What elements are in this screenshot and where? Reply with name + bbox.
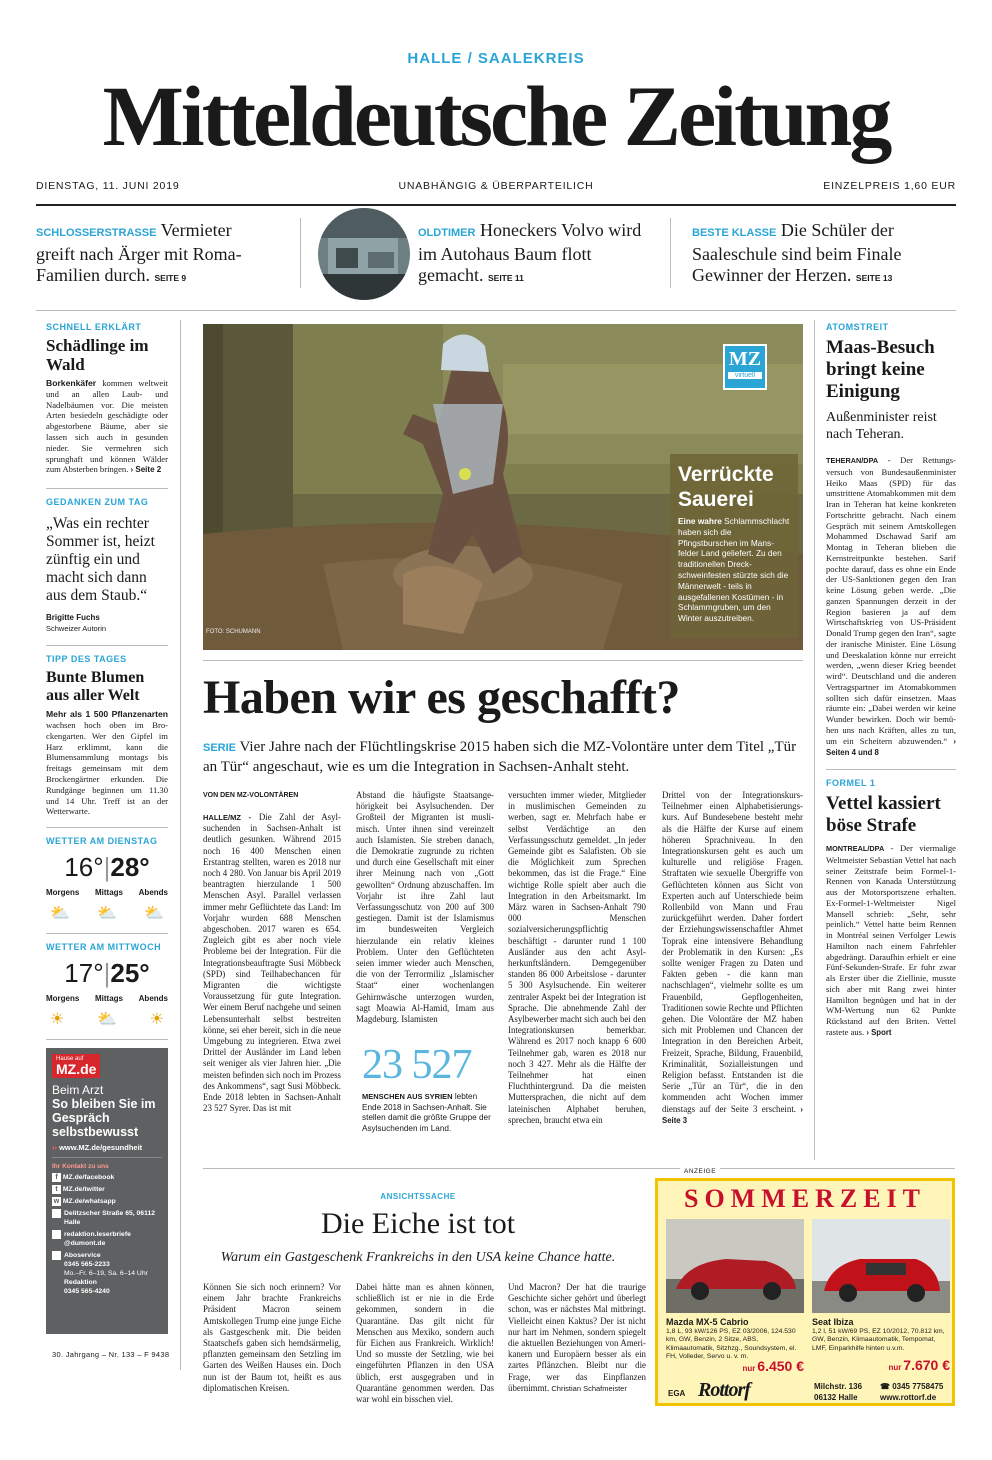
ad-phone-number: 0345 7758475: [892, 1382, 944, 1391]
teaser-2[interactable]: [418, 220, 643, 289]
essay-col-3: [508, 1282, 646, 1394]
f1-ref[interactable]: › Sport: [866, 1027, 892, 1037]
weather-2-noon-label: Mittags: [95, 994, 123, 1004]
ad-car-1-specs: 1,8 L, 93 kW/126 PS, EZ 03/2006, 124.530 km, GW, Benzin, 2 Sitze, ABS, Klimaautomatik, Sitzhzg., Soundsystem, el. FH, Volleder, Servo u. v. m.: [666, 1328, 797, 1360]
f1-text: - Der viermalige Weltmeister Sebastian Vettel hat nach seiner Zeitstrafe beim Formel-1-Rennen von Kanada Unterstützung aus der Motorsportszene erhalten. Ex-Formel-1-Weltmeister Nigel Mansell schrieb: „Sehr, sehr peinlich.“ Vettel hatte beim Rennen in Montréal seinen Verfolger Lewis Hamilton nach einem Fahrfehler abgedrängt. Daraufhin erhielt er eine Fünf-Sekunden-Strafe. Er fuhr zwar als Erster über die Ziellinie, musste sich aber mit Rang zwei hinter Hamilton begnügen und hat in der WM-Wertung nun 62 Punkte Rückstand auf den Briten. Vettel rastete aus.: [826, 843, 956, 1037]
facebook-icon: f: [52, 1173, 61, 1182]
right-column: [826, 322, 956, 1039]
tip-title: Bunte Blumen aus aller Welt: [46, 669, 145, 705]
weather-1-kicker: WETTER AM DIENSTAG: [46, 836, 158, 847]
issue-date: DIENSTAG, 11. JUNI 2019: [36, 180, 180, 192]
advertisement[interactable]: [655, 1178, 955, 1406]
essay-sub: Warum ein Gastgeschenk Frankreichs in den USA keine Chance hatte.: [220, 1250, 616, 1265]
photo-credit: FOTO: SCHUMANN: [206, 629, 261, 635]
main-bottom-rule: [203, 1168, 955, 1169]
promo-url[interactable]: ›› www.MZ.de/gesundheit: [52, 1143, 143, 1153]
main-col-4-ref-label: Seite 3: [662, 1115, 688, 1125]
ad-car-1-price: 6.450 €: [757, 1358, 804, 1375]
teaser-divider: [670, 218, 671, 288]
teaser-3-page: SEITE 13: [855, 273, 893, 283]
tip-text: wachsen hoch oben im Brockengarten. Wer den Gipfel im Harz erklimmt, kann die Blumensammlung montags bis freitags gemeinsam mit dem Brockengärtner erkunden. Die Rundgänge beginnen um 11.30 und 14 Uhr. Treff ist an der Wetterwarte.: [46, 719, 168, 817]
teaser-divider: [300, 218, 301, 288]
essay-col-1: Können Sie sich noch erinnern? Vor einem Jahr brachte Frankreichs Präsident Macron seinem Amtskollegen Trump eine junge Eiche als Gastgeschenk mit. Die beiden Staatschefs gaben sich hemdsärmelig, pflanzten gemeinsam den Setzling im Garten des Weißen Hauses ein. Doch nun ist der Baum tot, heißt es aus diplomatischen Kreisen.: [203, 1282, 341, 1393]
ad-banner-text: SOMMERZEIT: [683, 1184, 927, 1213]
sun-cloud-icon: ⛅: [144, 905, 164, 923]
teaser-2-page: SEITE 11: [487, 273, 524, 283]
main-headline[interactable]: Haben wir es geschafft?: [203, 671, 680, 724]
photo-bottom-rule: [203, 660, 803, 661]
teaser-bottom-rule: [36, 310, 956, 311]
stat-number: 23 527: [362, 1042, 472, 1088]
atom-ref[interactable]: › Seiten 4 und 8: [826, 736, 956, 758]
byline: VON DEN MZ-VOLONTÄREN: [203, 792, 299, 799]
ad-web[interactable]: www.rottorf.de: [880, 1393, 937, 1402]
essay-col-2: Dabei hätte man es ahnen können, schließlich ist er nie in die Erde gekommen, sondern in die Quarantäne. Das gilt nicht für Menschen aus Mexiko, sondern auch für Eichen aus Frankreich. Wirklich! Und so musste der Setzling, wie bei eingeführten Pflanzen in den USA üblich, erst ausgegraben und in Quarantäne genommen werden. Das war wohl ein bisschen viel.: [356, 1282, 494, 1405]
abo-label: Aboservice: [64, 1252, 101, 1260]
contact-twitter[interactable]: [52, 1185, 162, 1194]
weather-1-morning-label: Morgens: [46, 888, 80, 898]
ad-banner: [658, 1181, 952, 1217]
sun-cloud-icon: ⛅: [97, 905, 117, 923]
atom-text: - Der Rettungsversuch von Bundesaußenminister Heiko Maas (SPD) für das umstrittene Atomabkommen mit dem Iran in Teheran hat keine konkreten Fortschritte gebracht. Nach einem Gespräch mit seinem Amtskollegen Mohammed Dschawad Sarif am Montag in Teheran blieben die Kernstreitpunkte bestehen. Sarif pochte darauf, dass es ohne ein Ende der US-Sanktionen gegen den Iran keine Lösung geben werde. „Die ganzen Spannungen derzeit in der Region basieren ja auf dem Wirtschaftskrieg von US-Präsident Donald Trump gegen den Iran“, sagte der iranische Minister. Eine Lösung und Deeskalation könne nur erreicht werden, „wenn dieser Krieg beendet wird“. Deutschland und die anderen Vertragspartner im Atomabkommen sollten sich dafür einsetzen. Maas räumte ein: „Dabei werden wir keine Wunder bewirken. Doch wir bemühen uns nach Kräften, alles zu tun, um ein Scheitern abzuwenden.“: [826, 455, 956, 746]
weather-1-high: 28°: [110, 852, 150, 883]
essay-title[interactable]: Die Eiche ist tot: [320, 1207, 516, 1240]
right-col-divider: [814, 320, 815, 1160]
weather-2-evening-label: Abends: [138, 994, 168, 1004]
thought-author: Brigitte Fuchs: [46, 613, 100, 623]
main-dateline: HALLE/MZ: [203, 813, 241, 822]
main-col-4-ref[interactable]: › Seite 3: [662, 1104, 803, 1125]
promo-url-label: www.MZ.de/gesundheit: [59, 1143, 143, 1153]
ad-brand-logo: Rottorf: [698, 1379, 750, 1401]
twitter-icon: t: [52, 1185, 61, 1194]
atom-ref-label: Seiten 4 und 8: [826, 748, 879, 758]
photo-caption-title: Verrückte Sauerei: [678, 463, 774, 511]
ad-car-2-image: [812, 1219, 950, 1313]
teaser-2-text: Honeckers Volvo wird im Autohaus Baum flott gemacht.: [418, 220, 642, 285]
tip-lead: Mehr als 1 500 Pflanzenarten: [46, 709, 168, 720]
contact-address: [52, 1209, 162, 1227]
explained-lead: Borkenkäfer: [46, 378, 97, 388]
weather-2-kicker: WETTER AM MITTWOCH: [46, 942, 162, 953]
ad-car-2-price: 7.670 €: [903, 1356, 950, 1373]
abo-phone: 0345 565-2233: [64, 1261, 110, 1269]
atom-dateline: TEHERAN/DPA: [826, 456, 879, 465]
main-col-3: versuchten immer wieder, Mitglieder in muslimischen Gemeinden zu werben, sagt er. Mehrfach habe er selbst Verdächtige an den Verfassungsschutz gemeldet. „In jeder Gemeinde gibt es Salafisten. Ob sie die Möglichkeit zum Sprechen bekommen, das ist die Frage.“ Eine wichtige Rolle spielt aber auch die Integration in den Arbeitsmarkt. Im März waren in Sachsen-Anhalt 790 000 Menschen sozialversicherungspflichtig beschäftigt - darunter rund 1 100 Ausländer aus den acht Asylherkunftsländern. Demgegenüber standen 86 000 Arbeitslose - darunter 5 300 Asylsuchende. Ein weiterer zentraler Aspekt bei der Integration ist Sprache. Die abnehmende Zahl der Asylbewerber macht sich auch bei den Integrationskursen bemerkbar. Während es 2017 noch knapp 6 600 Teilnehmer gab, waren es 2018 nur noch 3 427. Mehr als die Hälfte der Teilnehmer hat einen Fluchthintergrund. Da die meisten Muttersprachen, die nicht auf dem lateinischen Alphabet beruhen, sprechen, braucht etwa ein: [508, 790, 646, 1125]
weather-2-low: 17°: [64, 958, 104, 989]
phone-icon: ☎: [880, 1382, 890, 1391]
contact-kicker: Ihr Kontakt zu uns: [52, 1163, 109, 1171]
photo-caption-lead: Eine wahre: [678, 516, 722, 526]
sun-cloud-icon: ⛅: [97, 1011, 117, 1029]
main-subline-text: Vier Jahre nach der Flüchtlingskrise 2015 haben sich die MZ-Volontäre unter dem Titel „Tür an Tür“ angeschaut, wie es um die Integration in Sachsen-Anhalt steht.: [203, 739, 797, 775]
explained-text: kommen weltweit und an allen Laub- und Nadelbäumen vor. Die meisten Arten besiedeln geschädigte oder abgestorbene Bäume, aber sie lassen sich auch in gesunden nieder. Sie vermehren sich sprunghaft und können Wälder zum Absterben bringen.: [46, 378, 168, 475]
weather-2-high: 25°: [110, 958, 150, 989]
ad-car-2-specs: 1,2 l, 51 kW/69 PS, EZ 10/2012, 70.812 km, GW, Benzin, Klimaautomatik, Tempomat, LMF, Einparkhilfe hinten u.v.m.: [812, 1328, 945, 1352]
main-subline: [203, 738, 803, 777]
ad-car-1-image: [666, 1219, 804, 1313]
essay-author: Christian Schafmeister: [551, 1383, 627, 1393]
photo-caption-box: [670, 454, 798, 638]
contact-facebook[interactable]: [52, 1173, 162, 1182]
teaser-1-page: SEITE 9: [154, 273, 187, 283]
weather-1-low: 16°: [64, 852, 104, 883]
abo-hours: Mo.–Fr. 6–19, Sa. 6–14 Uhr: [64, 1270, 148, 1278]
newspaper-title: Mitteldeutsche Zeitung: [102, 68, 890, 164]
left-column: SCHNELL ERKLÄRT Schädlinge im Wald Borkenkäfer kommen weltweit und an allen Laub- und Nadelbäumen vor. Die meisten Arten besiedeln geschädigte oder abgestorbene Bäume, aber sie lassen sich auch in gesunden nieder. Sie vermehren sich sprunghaft und können Wälder zum Absterben bringen. › Seite 2 GEDANKEN ZUM TAG „Was ein rechter Sommer ist, heizt zünftig ein und macht sich dann aus dem Staub.“ Brigitte Fuchs Schweizer Autorin TIPP DES TAGES Bunte Blumen aus aller Welt Mehr als 1 500 Pflanzenarten wachsen hoch oben im Brockengarten. Wer den Gipfel im Harz erklimmt, kann die Blumensammlung montags bis freitags gemeinsam mit dem Brockengärtner erkunden. Die Rundgänge beginnen um 11.30 und 14 Uhr. Treff ist an der Wetterwarte. WETTER AM DIENSTAG 16°|28° Morgens Mittags Abends ⛅ ⛅ ⛅ WETTER AM MITTWOCH 17°|25° Morgens Mittags Abends ☀ ⛅ ☀ Hause auf MZ.de Beim Arzt So bleiben Sie im Gespräch selbstbewusst ›› www.MZ.de/gesundheit Ihr Kontakt zu uns f MZ.de/facebook t MZ.de/twitter w MZ.de/whatsapp Delitzscher Straße 65, 06112 Halle redaktion.leserbriefe @dumont.de Aboservice 0345 565-2233 Mo.–Fr. 6–19, Sa. 6–14 Uhr Redaktion 0345 565-4240: [46, 322, 168, 1334]
teaser-2-kicker: OLDTIMER: [418, 227, 476, 239]
location-icon: [52, 1209, 61, 1218]
main-col-1: [203, 812, 341, 1150]
atom-sub: Außenminister reist nach Teheran.: [826, 410, 937, 442]
sun-cloud-icon: ⛅: [50, 905, 70, 923]
ad-address-1: Milchstr. 136: [814, 1382, 863, 1391]
explained-kicker: SCHNELL ERKLÄRT: [46, 322, 142, 332]
promo-title: So bleiben Sie im Gespräch selbstbewusst: [52, 1097, 156, 1140]
contact-whatsapp[interactable]: [52, 1197, 162, 1206]
tip-kicker: TIPP DES TAGES: [46, 654, 127, 665]
ad-address-2: 06132 Halle: [814, 1393, 858, 1402]
main-col-4-text: Drittel von der Integrationskurs-Teilnehmer einen Alphabetisierungskurs. Auf Bundesebene besteht mehr als die Hälfte der Kurse auf einem höheren Sprachniveau. In den Integrationskursen geht es auch um kulturelle und religiöse Fragen. Straftaten wie sexuelle Übergriffe von Geflüchteten können aus Sicht von Experten auch auf Unterschiede beim Rollenbild von Mann und Frau zurückgeführt werden. Daher fordert der Erziehungswissenschaftler Ahmet Toprak eine intensivere Behandlung der Problematik in den Kursen: „Es sollte weniger Fragen zu Daten und Fakten geben - die kann man nachschlagen“, vielmehr sollte es um Frauenbild, Gepflogenheiten, Traditionen sowie Rechte und Pflichten gehen. Die Volontäre der MZ haben sich mit Problemen und Chancen der Integration in den Bereichen Arbeit, Freizeit, Sprache, Bildung, Frauenbild, Kriminalität, Sozialleistungen und Religion befasst. Entstanden ist die Serie „Tür an Tür“, die in den kommenden acht Wochen immer dienstags auf der Seite 3 erscheint.: [662, 790, 803, 1114]
weather-1-evening-label: Abends: [138, 888, 168, 898]
ad-ega-logo: EGA: [668, 1389, 686, 1398]
serie-kicker: SERIE: [203, 742, 237, 754]
explained-title: Schädlinge im Wald: [46, 336, 149, 374]
facebook-label: MZ.de/facebook: [62, 1174, 115, 1182]
left-col-divider: [180, 320, 181, 1370]
issue-footer: 30. Jahrgang – Nr. 133 – F 9438: [52, 1350, 170, 1359]
thought-role: Schweizer Autorin: [46, 624, 107, 634]
twitter-label: MZ.de/twitter: [62, 1186, 105, 1194]
atom-kicker: ATOMSTREIT: [826, 322, 889, 332]
teaser-3[interactable]: [692, 220, 932, 289]
whatsapp-icon: w: [53, 1198, 60, 1206]
atom-title[interactable]: Maas-Besuch bringt keine Einigung: [826, 337, 935, 402]
teaser-volvo-image: [318, 208, 410, 300]
phone-icon: [52, 1251, 61, 1260]
photo-caption-text: Schlammschlacht haben sich die Pfingstburschen im Mansfelder Land geliefert. Zu den traditionellen Dreckschweinfesten stürzte sich die Männerwelt - teils in ausgefallenen Kostümen - in Schlammgruben, um den Winter auszutreiben.: [678, 516, 790, 624]
address-label: Delitzscher Straße 65, 06112 Halle: [64, 1210, 156, 1227]
teaser-1[interactable]: [36, 220, 266, 289]
ad-phone[interactable]: [880, 1381, 943, 1392]
contact-abo: [52, 1251, 162, 1296]
f1-ref-label: Sport: [871, 1027, 892, 1037]
essay-kicker: ANSICHTSSACHE: [380, 1192, 456, 1201]
mz-virtual-logo[interactable]: [723, 344, 767, 390]
stat-lead: MENSCHEN AUS SYRIEN: [362, 1092, 453, 1101]
teaser-1-text: Vermieter greift nach Ärger mit Roma-Familien durch.: [36, 220, 242, 285]
stat-box: [362, 1092, 494, 1134]
thought-quote: „Was ein rechter Sommer ist, heizt zünftig ein und macht sich dann aus dem Staub.“: [46, 515, 155, 605]
ad-car-1-price-prefix: nur: [742, 1364, 756, 1374]
ad-car-1-name: Mazda MX-5 Cabrio: [666, 1317, 749, 1327]
price: EINZELPREIS 1,60 EUR: [823, 180, 956, 192]
red-label: Redaktion: [64, 1279, 97, 1287]
mz-logo-sub: virtuell: [728, 372, 762, 379]
mail-icon: [52, 1230, 61, 1239]
mz-badge: [52, 1054, 100, 1078]
weather-2-morning-label: Morgens: [46, 994, 80, 1004]
mz-logo-text: MZ: [728, 348, 762, 370]
main-col-4: [662, 790, 803, 1150]
whatsapp-label: MZ.de/whatsapp: [62, 1198, 116, 1206]
motto: UNABHÄNGIG & ÜBERPARTEILICH: [398, 180, 594, 192]
explained-ref-label: Seite 2: [135, 465, 162, 475]
ad-car-2-name: Seat Ibiza: [812, 1317, 854, 1327]
teaser-3-kicker: BESTE KLASSE: [692, 227, 777, 239]
main-col-2: Abstand die häufigste Staatsangehörigkeit bei Asylsuchenden. Der Großteil der Migranten ist muslimisch. Unter ihnen sind vereinzelt auch Islamisten. Sie streben danach, die Demokratie zugrunde zu richten und durch eine Gesellschaft mit einer ihrer Meinung nach von „Gott gewollten“ Ordnung abzuschaffen. Im Vorjahr ist ihre Zahl laut Verfassungsschutz von 200 auf 300 gestiegen. Damit ist der Islamismus im bundesweiten Vergleich hierzulande ein relativ kleines Problem. Unter den Geflüchteten seien immer wieder auch Menschen, die von der Terrormiliz „Islamischer Staat“ einer wochenlangen Gehirnwäsche unterzogen wurden, sagt Moawia Al-Hamid, Imam aus Magdeburg. Islamisten: [356, 790, 494, 1025]
promo-kicker: Beim Arzt: [52, 1083, 104, 1098]
explained-ref[interactable]: › Seite 2: [130, 465, 162, 475]
ad-car-2-price-prefix: nur: [888, 1362, 902, 1372]
mz-badge-label: MZ.de: [56, 1061, 97, 1078]
region-label: HALLE / SAALEKREIS: [407, 50, 585, 67]
ad-label: ANZEIGE: [680, 1168, 720, 1175]
main-col-1-text: - Die Zahl der Asylsuchenden in Sachsen-Anhalt ist deutlich gesunken. Während 2015 noch 16 400 Menschen einen Erstantrag stellten, waren es 2018 nur noch 4 280. Von Januar bis April 2019 beantragten hierzulande 1 500 Menschen Asyl. Parallel verlassen immer mehr Geflüchtete das Land: Im Vorjahr wurden 688 Menschen abgeschoben. 2017 waren es 654. Zugleich gibt es aber noch viele Probleme bei der Integration. Für die Integrationsbeauftragte Susi Möbbeck (SPD) sind Teilhabechancen für Migranten die wichtigste Voraussetzung für gute Integration. Wer einem Beruf nachgehe und seinen Lebensunterhalt selbst bestreiten könne, sei eher bereit, sich in die neue Umgebung zu integrieren. Etwa zwei Drittel der Ausländer im Land leben seit weniger als vier Jahren hier. „Die meisten befinden sich noch im Prozess des Ankommens“, sagt Susi Möbbeck. Ende 2018 lebten in Sachsen-Anhalt 23 527 Syrer. Das ist mit: [203, 812, 341, 1114]
sun-icon: ☀: [149, 1011, 164, 1029]
weather-1-noon-label: Mittags: [95, 888, 123, 898]
masthead-rule: [36, 204, 956, 206]
stat-text: lebten Ende 2018 in Sachsen-Anhalt. Sie stellen damit die größte Gruppe der Asylsuchenden im Land.: [362, 1092, 491, 1133]
mz-badge-small: Hause auf: [56, 1056, 84, 1063]
f1-dateline: MONTREAL/DPA: [826, 844, 885, 853]
teaser-3-text: Die Schüler der Saaleschule sind beim Finale Gewinner der Herzen.: [692, 220, 902, 285]
teaser-1-kicker: SCHLOSSERSTRASSE: [36, 227, 157, 239]
mz-promo[interactable]: [46, 1048, 168, 1334]
f1-title[interactable]: Vettel kassiert böse Strafe: [826, 793, 941, 836]
email-label: redaktion.leserbriefe @dumont.de: [64, 1231, 131, 1248]
essay-col-3-text: Und Macron? Der hat die traurige Geschichte sicher gehört und überlegt schon, was er nächstes Mal mitbringt. Vielleicht einen Kaktus? Der ist nicht nur hart im Nehmen, sondern spiegelt die aktuellen Beziehungen von Amerikanern und Europäern besser als ein zartes Pflänzchen. Bleibt nur die Frage, wer das Einpflanzen übernimmt.: [508, 1282, 646, 1393]
sun-icon: ☀: [50, 1011, 65, 1029]
red-phone: 0345 565-4240: [64, 1288, 110, 1296]
thought-kicker: GEDANKEN ZUM TAG: [46, 497, 149, 508]
contact-email[interactable]: [52, 1230, 162, 1248]
f1-kicker: FORMEL 1: [826, 778, 876, 788]
